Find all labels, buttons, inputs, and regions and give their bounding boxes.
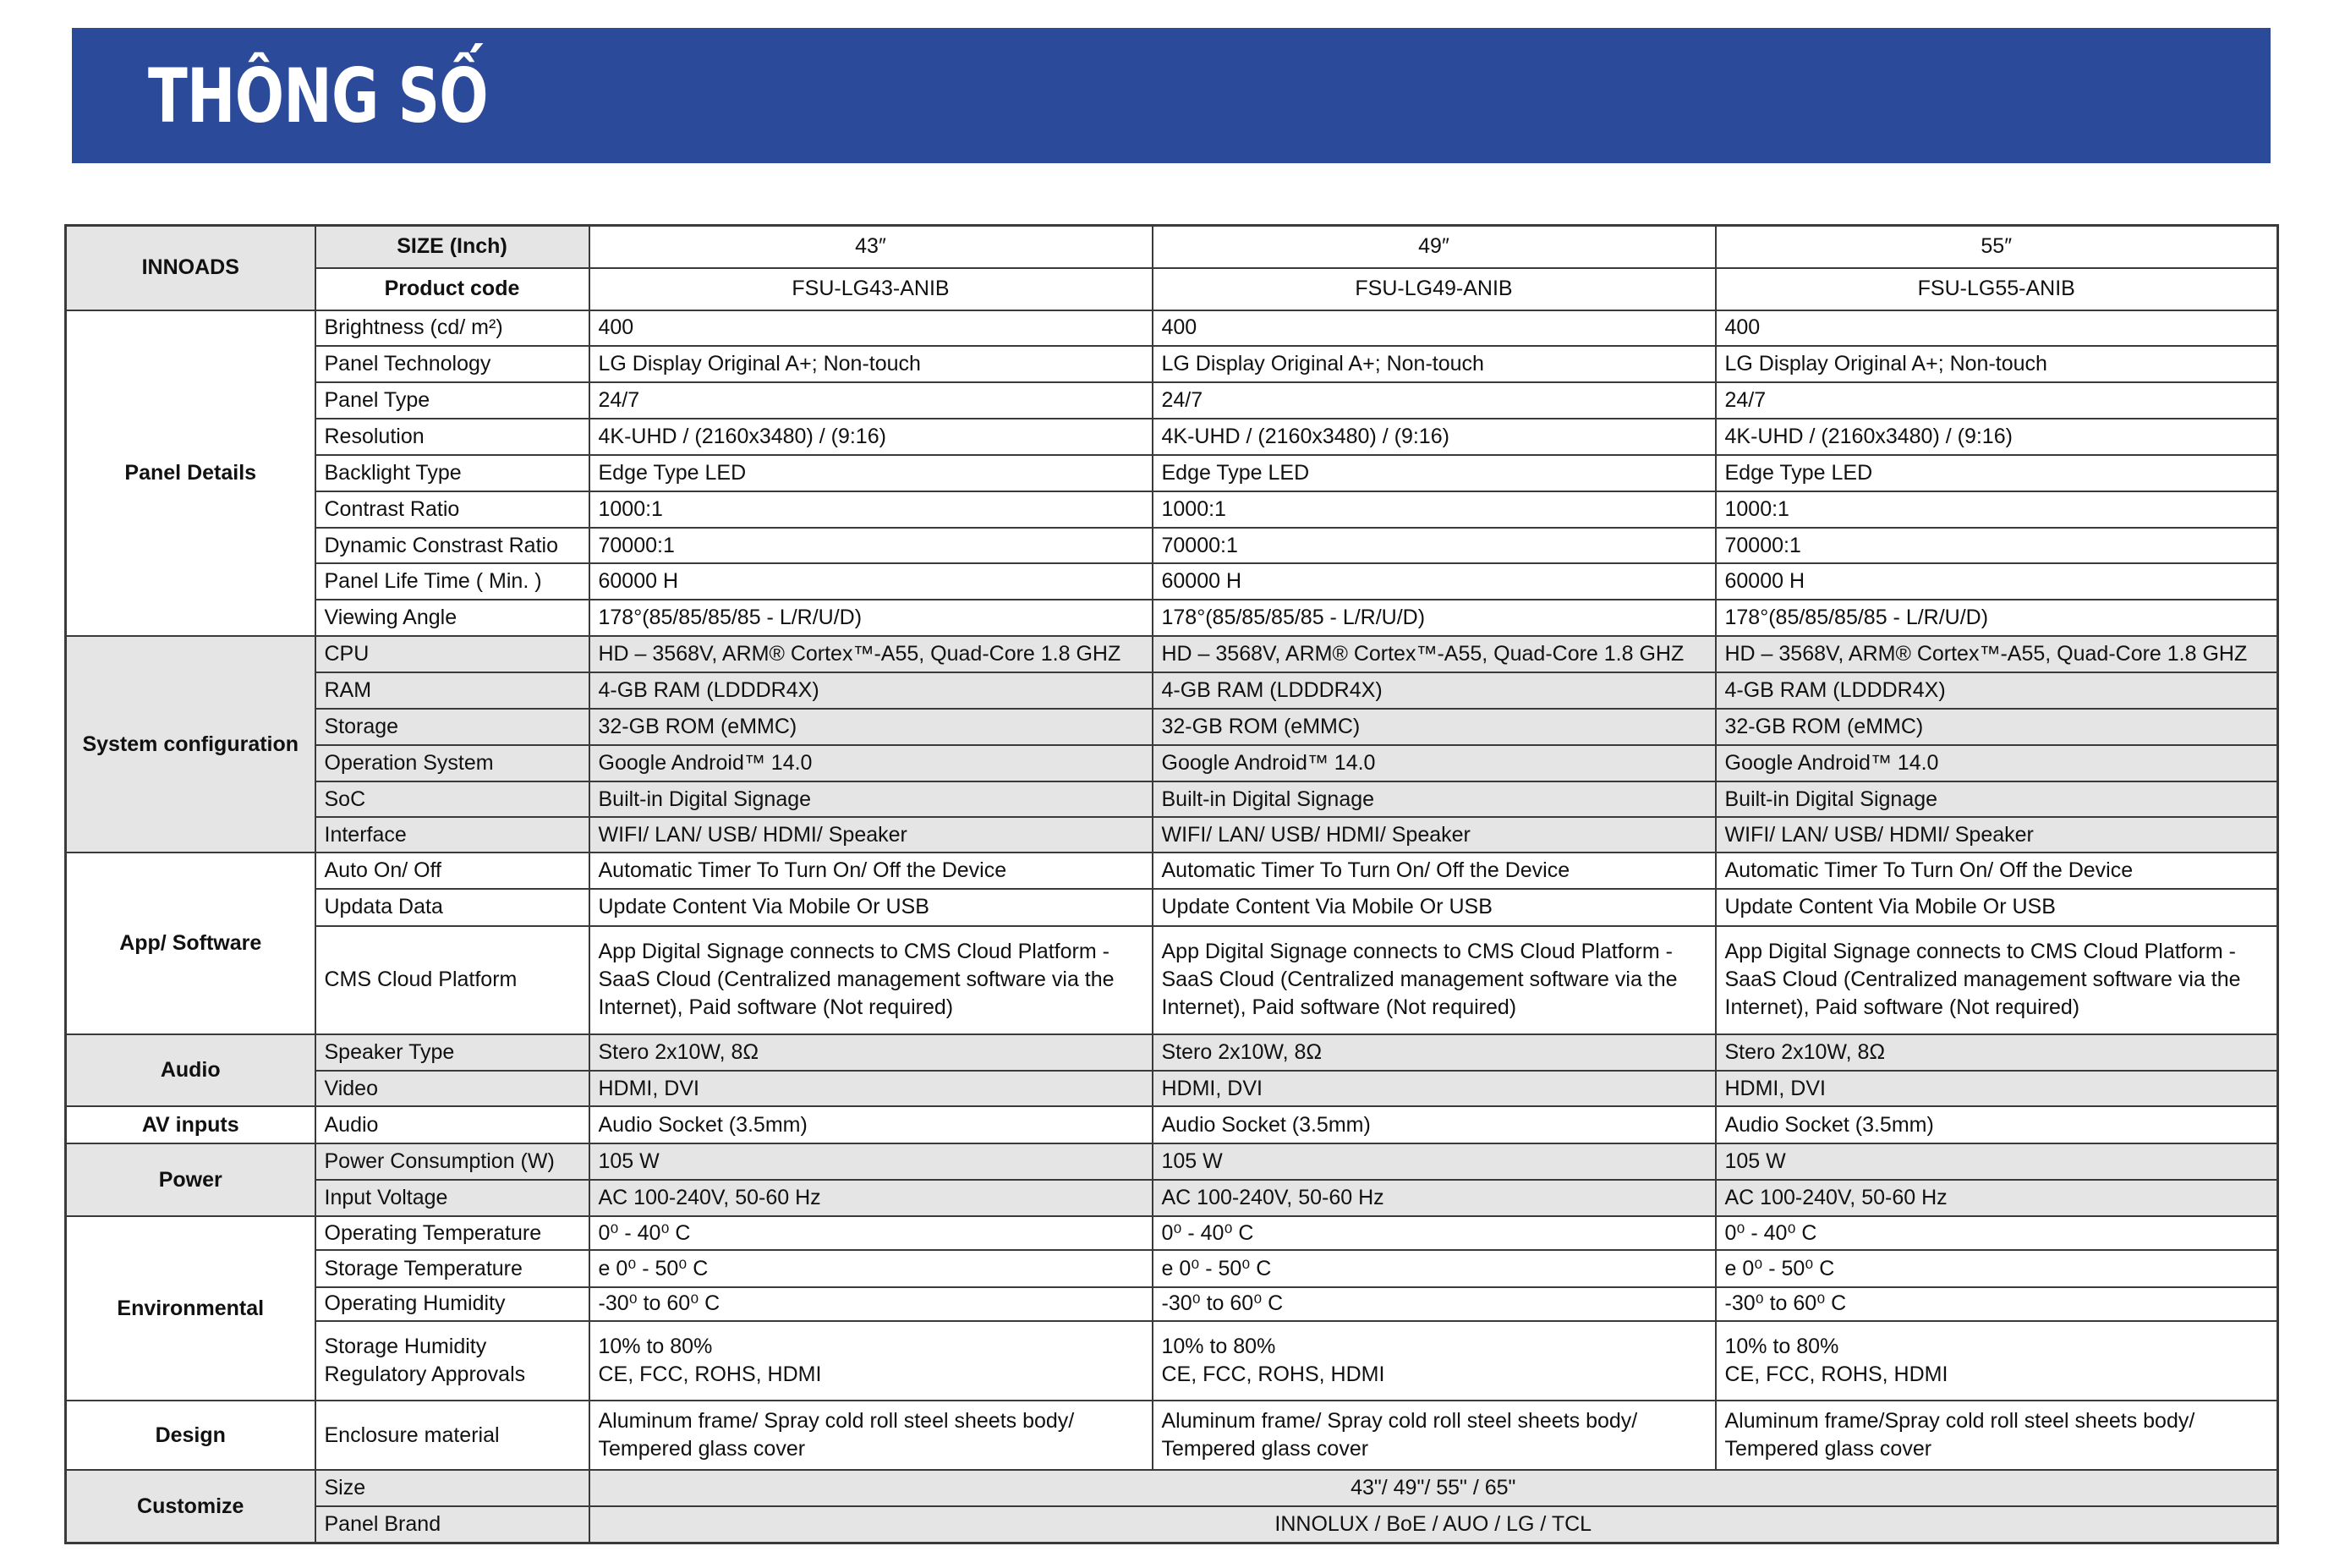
spec-label: Brightness (cd/ m²) [315, 310, 589, 346]
spec-value: -30⁰ to 60⁰ C [1153, 1287, 1716, 1321]
spec-value: WIFI/ LAN/ USB/ HDMI/ Speaker [1153, 817, 1716, 853]
spec-row [66, 1287, 2278, 1321]
spec-value: Aluminum frame/ Spray cold roll steel sheets body/ Tempered glass cover [589, 1401, 1153, 1470]
section-label: Panel Details [66, 310, 315, 636]
spec-value: Stero 2x10W, 8Ω [1716, 1034, 2278, 1071]
size-label: SIZE (Inch) [315, 226, 589, 268]
spec-label: Storage [315, 709, 589, 745]
spec-row [66, 419, 2278, 455]
brand-cell: INNOADS [66, 226, 315, 310]
spec-value: Edge Type LED [1153, 455, 1716, 491]
section-label: System configuration [66, 636, 315, 853]
spec-label: Interface [315, 817, 589, 853]
spec-value: Built-in Digital Signage [1153, 781, 1716, 817]
spec-value: WIFI/ LAN/ USB/ HDMI/ Speaker [589, 817, 1153, 853]
spec-value: HD – 3568V, ARM® Cortex™-A55, Quad-Core 1.8 GHZ [1153, 636, 1716, 672]
spec-label: Panel Brand [315, 1506, 589, 1543]
size-value: 55″ [1716, 226, 2278, 268]
spec-value: 400 [589, 310, 1153, 346]
spec-row [66, 709, 2278, 745]
spec-label: Resolution [315, 419, 589, 455]
spec-label: Panel Life Time ( Min. ) [315, 563, 589, 599]
spec-value: App Digital Signage connects to CMS Cloud Platform - SaaS Cloud (Centralized management software via the Internet), Paid software (Not required) [1153, 926, 1716, 1034]
spec-label: Operation System [315, 745, 589, 781]
spec-row [66, 455, 2278, 491]
spec-label: CMS Cloud Platform [315, 926, 589, 1034]
spec-value: 4K-UHD / (2160x3480) / (9:16) [1153, 419, 1716, 455]
spec-row [66, 1143, 2278, 1180]
spec-row [66, 1034, 2278, 1071]
spec-value: 10% to 80% [1724, 1334, 1839, 1358]
spec-value: HDMI, DVI [589, 1071, 1153, 1106]
spec-value: 400 [1153, 310, 1716, 346]
spec-value: AC 100-240V, 50-60 Hz [1716, 1180, 2278, 1216]
spec-value: Update Content Via Mobile Or USB [1716, 889, 2278, 925]
spec-row [66, 1106, 2278, 1143]
spec-value-pair [1716, 1321, 2278, 1401]
spec-label: Enclosure material [315, 1401, 589, 1470]
spec-value: 0⁰ - 40⁰ C [1153, 1216, 1716, 1250]
spec-row [66, 1180, 2278, 1216]
spec-value-merged: INNOLUX / BoE / AUO / LG / TCL [589, 1506, 2278, 1543]
spec-value: LG Display Original A+; Non-touch [589, 346, 1153, 382]
spec-value: HDMI, DVI [1716, 1071, 2278, 1106]
spec-row [66, 382, 2278, 419]
spec-value: Built-in Digital Signage [1716, 781, 2278, 817]
page-title: THÔNG SỐ [148, 52, 488, 140]
spec-value: Google Android™ 14.0 [1153, 745, 1716, 781]
section-label: Environmental [66, 1216, 315, 1401]
spec-value: 400 [1716, 310, 2278, 346]
spec-row [66, 1071, 2278, 1106]
spec-label: Storage Temperature [315, 1250, 589, 1286]
spec-value: AC 100-240V, 50-60 Hz [1153, 1180, 1716, 1216]
spec-value: 0⁰ - 40⁰ C [1716, 1216, 2278, 1250]
spec-value: 0⁰ - 40⁰ C [589, 1216, 1153, 1250]
spec-label: Panel Type [315, 382, 589, 419]
spec-label: Panel Technology [315, 346, 589, 382]
spec-value: 60000 H [589, 563, 1153, 599]
spec-row [66, 563, 2278, 599]
product-code-label: Product code [315, 268, 589, 310]
spec-row [66, 1470, 2278, 1506]
spec-label-pair [315, 1321, 589, 1401]
spec-label: RAM [315, 672, 589, 709]
spec-value: 1000:1 [589, 491, 1153, 528]
spec-label: Audio [315, 1106, 589, 1143]
spec-label: Speaker Type [315, 1034, 589, 1071]
spec-row [66, 528, 2278, 563]
spec-value: 32-GB ROM (eMMC) [1153, 709, 1716, 745]
spec-value: 10% to 80% [1161, 1334, 1276, 1358]
spec-value: Built-in Digital Signage [589, 781, 1153, 817]
product-code-value: FSU-LG49-ANIB [1153, 268, 1716, 310]
title-banner [72, 28, 2271, 163]
spec-value: Automatic Timer To Turn On/ Off the Device [1153, 853, 1716, 889]
spec-label: Regulatory Approvals [324, 1362, 526, 1386]
section-label: Audio [66, 1034, 315, 1106]
spec-value: e 0⁰ - 50⁰ C [1153, 1250, 1716, 1286]
spec-label: Video [315, 1071, 589, 1106]
spec-value: 32-GB ROM (eMMC) [589, 709, 1153, 745]
spec-value: CE, FCC, ROHS, HDMI [1724, 1362, 1948, 1386]
spec-value: 105 W [1153, 1143, 1716, 1180]
spec-row [66, 853, 2278, 889]
spec-value: Stero 2x10W, 8Ω [1153, 1034, 1716, 1071]
spec-value-pair [1153, 1321, 1716, 1401]
spec-value: 60000 H [1716, 563, 2278, 599]
spec-value: Google Android™ 14.0 [1716, 745, 2278, 781]
spec-table [64, 224, 2279, 1544]
spec-value: AC 100-240V, 50-60 Hz [589, 1180, 1153, 1216]
spec-row [66, 600, 2278, 636]
spec-value: App Digital Signage connects to CMS Cloud Platform - SaaS Cloud (Centralized management software via the Internet), Paid software (Not required) [1716, 926, 2278, 1034]
spec-label: Storage Humidity [324, 1334, 487, 1358]
product-code-value: FSU-LG55-ANIB [1716, 268, 2278, 310]
spec-value: Update Content Via Mobile Or USB [589, 889, 1153, 925]
section-label: Customize [66, 1470, 315, 1543]
spec-row [66, 636, 2278, 672]
spec-value: 10% to 80% [598, 1334, 713, 1358]
spec-value: 1000:1 [1716, 491, 2278, 528]
spec-value: 105 W [589, 1143, 1153, 1180]
header-row-size [66, 226, 2278, 268]
spec-value: HDMI, DVI [1153, 1071, 1716, 1106]
spec-row [66, 672, 2278, 709]
section-label: App/ Software [66, 853, 315, 1034]
spec-row [66, 889, 2278, 925]
spec-value: 60000 H [1153, 563, 1716, 599]
header-row-code [66, 268, 2278, 310]
spec-row [66, 1250, 2278, 1286]
spec-label: Auto On/ Off [315, 853, 589, 889]
spec-value: 24/7 [1716, 382, 2278, 419]
size-value: 43″ [589, 226, 1153, 268]
spec-value: 4-GB RAM (LDDDR4X) [1153, 672, 1716, 709]
spec-label: CPU [315, 636, 589, 672]
spec-value: 4-GB RAM (LDDDR4X) [1716, 672, 2278, 709]
spec-value: WIFI/ LAN/ USB/ HDMI/ Speaker [1716, 817, 2278, 853]
spec-row [66, 781, 2278, 817]
spec-label: Operating Temperature [315, 1216, 589, 1250]
spec-value: HD – 3568V, ARM® Cortex™-A55, Quad-Core 1.8 GHZ [1716, 636, 2278, 672]
spec-label: Dynamic Constrast Ratio [315, 528, 589, 563]
spec-value: Aluminum frame/ Spray cold roll steel sheets body/ Tempered glass cover [1153, 1401, 1716, 1470]
spec-value: CE, FCC, ROHS, HDMI [1161, 1362, 1385, 1386]
spec-value: 32-GB ROM (eMMC) [1716, 709, 2278, 745]
spec-value: Stero 2x10W, 8Ω [589, 1034, 1153, 1071]
spec-value: e 0⁰ - 50⁰ C [589, 1250, 1153, 1286]
spec-value: 178°(85/85/85/85 - L/R/U/D) [589, 600, 1153, 636]
spec-row [66, 926, 2278, 1034]
spec-value: e 0⁰ - 50⁰ C [1716, 1250, 2278, 1286]
size-value: 49″ [1153, 226, 1716, 268]
spec-value: 70000:1 [1716, 528, 2278, 563]
spec-value: 24/7 [1153, 382, 1716, 419]
spec-value: Edge Type LED [589, 455, 1153, 491]
section-label: Power [66, 1143, 315, 1216]
spec-value: Automatic Timer To Turn On/ Off the Device [589, 853, 1153, 889]
spec-row [66, 1321, 2278, 1401]
spec-value: CE, FCC, ROHS, HDMI [598, 1362, 822, 1386]
spec-value: Audio Socket (3.5mm) [589, 1106, 1153, 1143]
spec-label: Backlight Type [315, 455, 589, 491]
spec-value: LG Display Original A+; Non-touch [1716, 346, 2278, 382]
spec-value: 105 W [1716, 1143, 2278, 1180]
spec-label: Power Consumption (W) [315, 1143, 589, 1180]
spec-label: Input Voltage [315, 1180, 589, 1216]
spec-value: LG Display Original A+; Non-touch [1153, 346, 1716, 382]
spec-label: Size [315, 1470, 589, 1506]
spec-value: Automatic Timer To Turn On/ Off the Device [1716, 853, 2278, 889]
spec-value: Update Content Via Mobile Or USB [1153, 889, 1716, 925]
spec-value: 4K-UHD / (2160x3480) / (9:16) [589, 419, 1153, 455]
spec-value: 70000:1 [1153, 528, 1716, 563]
spec-value: 1000:1 [1153, 491, 1716, 528]
product-code-value: FSU-LG43-ANIB [589, 268, 1153, 310]
spec-value: 4-GB RAM (LDDDR4X) [589, 672, 1153, 709]
spec-row [66, 310, 2278, 346]
spec-label: Operating Humidity [315, 1287, 589, 1321]
spec-value: Edge Type LED [1716, 455, 2278, 491]
spec-value: 4K-UHD / (2160x3480) / (9:16) [1716, 419, 2278, 455]
spec-row [66, 1506, 2278, 1543]
spec-value: HD – 3568V, ARM® Cortex™-A55, Quad-Core 1.8 GHZ [589, 636, 1153, 672]
spec-row [66, 346, 2278, 382]
spec-label: SoC [315, 781, 589, 817]
spec-label: Viewing Angle [315, 600, 589, 636]
spec-value: -30⁰ to 60⁰ C [1716, 1287, 2278, 1321]
spec-value: 70000:1 [589, 528, 1153, 563]
spec-label: Updata Data [315, 889, 589, 925]
spec-value: 178°(85/85/85/85 - L/R/U/D) [1153, 600, 1716, 636]
spec-value-merged: 43"/ 49"/ 55" / 65" [589, 1470, 2278, 1506]
spec-value: Aluminum frame/Spray cold roll steel sheets body/ Tempered glass cover [1716, 1401, 2278, 1470]
spec-row [66, 1401, 2278, 1470]
spec-value: -30⁰ to 60⁰ C [589, 1287, 1153, 1321]
spec-value: Google Android™ 14.0 [589, 745, 1153, 781]
spec-label: Contrast Ratio [315, 491, 589, 528]
section-label: AV inputs [66, 1106, 315, 1143]
spec-value: 178°(85/85/85/85 - L/R/U/D) [1716, 600, 2278, 636]
spec-row [66, 817, 2278, 853]
section-label: Design [66, 1401, 315, 1470]
spec-value: Audio Socket (3.5mm) [1716, 1106, 2278, 1143]
spec-row [66, 491, 2278, 528]
spec-value-pair [589, 1321, 1153, 1401]
spec-value: 24/7 [589, 382, 1153, 419]
spec-row [66, 1216, 2278, 1250]
spec-value: Audio Socket (3.5mm) [1153, 1106, 1716, 1143]
spec-row [66, 745, 2278, 781]
spec-value: App Digital Signage connects to CMS Cloud Platform - SaaS Cloud (Centralized management software via the Internet), Paid software (Not required) [589, 926, 1153, 1034]
